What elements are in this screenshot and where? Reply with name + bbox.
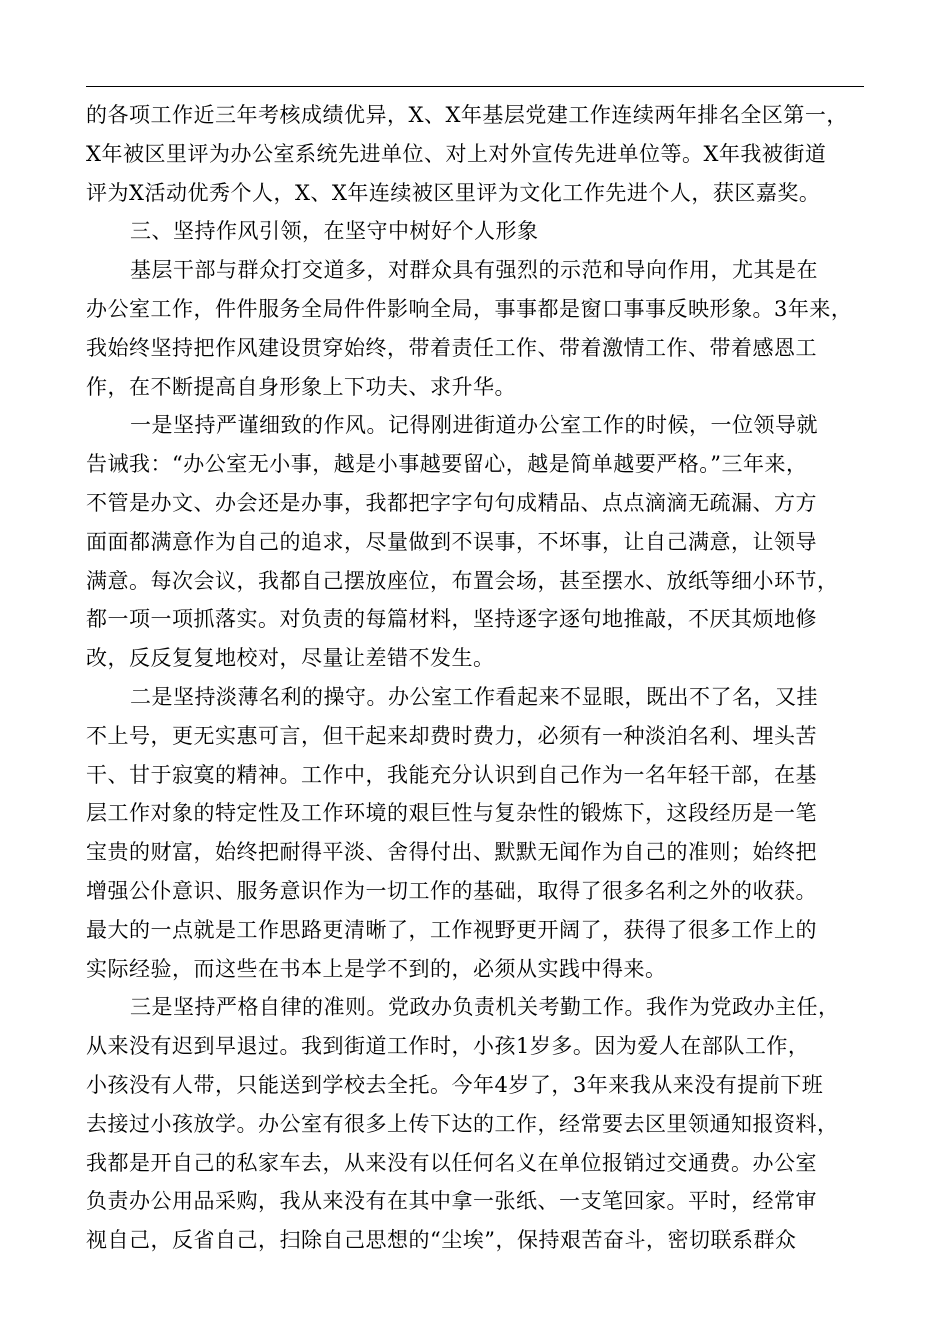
text-line: 作，在不断提高自身形象上下功夫、求升华。	[86, 374, 516, 399]
paragraph	[86, 406, 864, 678]
text-line: 小孩没有人带，只能送到学校去全托。今年4岁了，3年来我从来没有提前下班	[86, 1072, 824, 1097]
paragraph	[86, 251, 864, 406]
section-heading	[86, 212, 864, 251]
text-line: 都一项一项抓落实。对负责的每篇材料，坚持逐字逐句地推敲，不厌其烦地修	[86, 607, 817, 632]
header-rule	[86, 86, 864, 87]
paragraph	[86, 988, 864, 1260]
text-line: 去接过小孩放学。办公室有很多上传下达的工作，经常要去区里领通知报资料，	[86, 1111, 839, 1136]
text-line: 层工作对象的特定性及工作环境的艰巨性与复杂性的锻炼下，这段经历是一笔	[86, 801, 817, 826]
text-line: 三是坚持严格自律的准则。党政办负责机关考勤工作。我作为党政办主任，	[130, 995, 840, 1020]
text-line: 视自己，反省自己，扫除自己思想的“尘埃”，保持艰苦奋斗，密切联系群众	[86, 1228, 797, 1253]
text-line: 我始终坚持把作风建设贯穿始终，带着责任工作、带着激情工作、带着感恩工	[86, 335, 817, 360]
text-line: 二是坚持淡薄名利的操守。办公室工作看起来不显眼，既出不了名，又挂	[130, 684, 818, 709]
text-line: 我都是开自己的私家车去，从来没有以任何名义在单位报销过交通费。办公室	[86, 1150, 817, 1175]
paragraph	[86, 96, 864, 212]
text-line: 负责办公用品采购，我从来没有在其中拿一张纸、一支笔回家。平时，经常审	[86, 1189, 817, 1214]
text-line: 面面都满意作为自己的追求，尽量做到不误事，不坏事，让自己满意，让领导	[86, 529, 817, 554]
text-line: 干、甘于寂寞的精神。工作中，我能充分认识到自己作为一名年轻干部，在基	[86, 762, 817, 787]
text-line: 改，反反复复地校对，尽量让差错不发生。	[86, 646, 495, 671]
document-body	[86, 96, 864, 1260]
paragraph	[86, 678, 864, 988]
text-line: 实际经验，而这些在书本上是学不到的，必须从实践中得来。	[86, 956, 667, 981]
text-line: 评为X活动优秀个人，X、X年连续被区里评为文化工作先进个人，获区嘉奖。	[86, 180, 821, 205]
text-line: 宝贵的财富，始终把耐得平淡、舍得付出、默默无闻作为自己的准则；始终把	[86, 840, 817, 865]
text-line: 告诫我：“办公室无小事，越是小事越要留心，越是简单越要严格。”三年来，	[86, 452, 808, 477]
text-line: 从来没有迟到早退过。我到街道工作时，小孩1岁多。因为爱人在部队工作，	[86, 1034, 810, 1059]
text-line: 满意。每次会议，我都自己摆放座位，布置会场，甚至摆水、放纸等细小环节，	[86, 568, 839, 593]
text-line: 不管是办文、办会还是办事，我都把字字句句成精品、点点滴滴无疏漏、方方	[86, 490, 817, 515]
text-line: 一是坚持严谨细致的作风。记得刚进街道办公室工作的时候，一位领导就	[130, 413, 818, 438]
text-line: 最大的一点就是工作思路更清晰了，工作视野更开阔了，获得了很多工作上的	[86, 917, 817, 942]
text-line: 的各项工作近三年考核成绩优异，X、X年基层党建工作连续两年排名全区第一，	[86, 103, 848, 127]
text-line: 不上号，更无实惠可言，但干起来却费时费力，必须有一种淡泊名利、埋头苦	[86, 723, 817, 748]
text-line: X年被区里评为办公室系统先进单位、对上对外宣传先进单位等。X年我被街道	[86, 141, 827, 166]
text-line: 增强公仆意识、服务意识作为一切工作的基础，取得了很多名利之外的收获。	[86, 878, 817, 903]
text-line: 三、坚持作风引领，在坚守中树好个人形象	[130, 219, 539, 244]
text-line: 办公室工作，件件服务全局件件影响全局，事事都是窗口事事反映形象。3年来，	[86, 296, 853, 321]
text-line: 基层干部与群众打交道多，对群众具有强烈的示范和导向作用，尤其是在	[130, 258, 818, 283]
